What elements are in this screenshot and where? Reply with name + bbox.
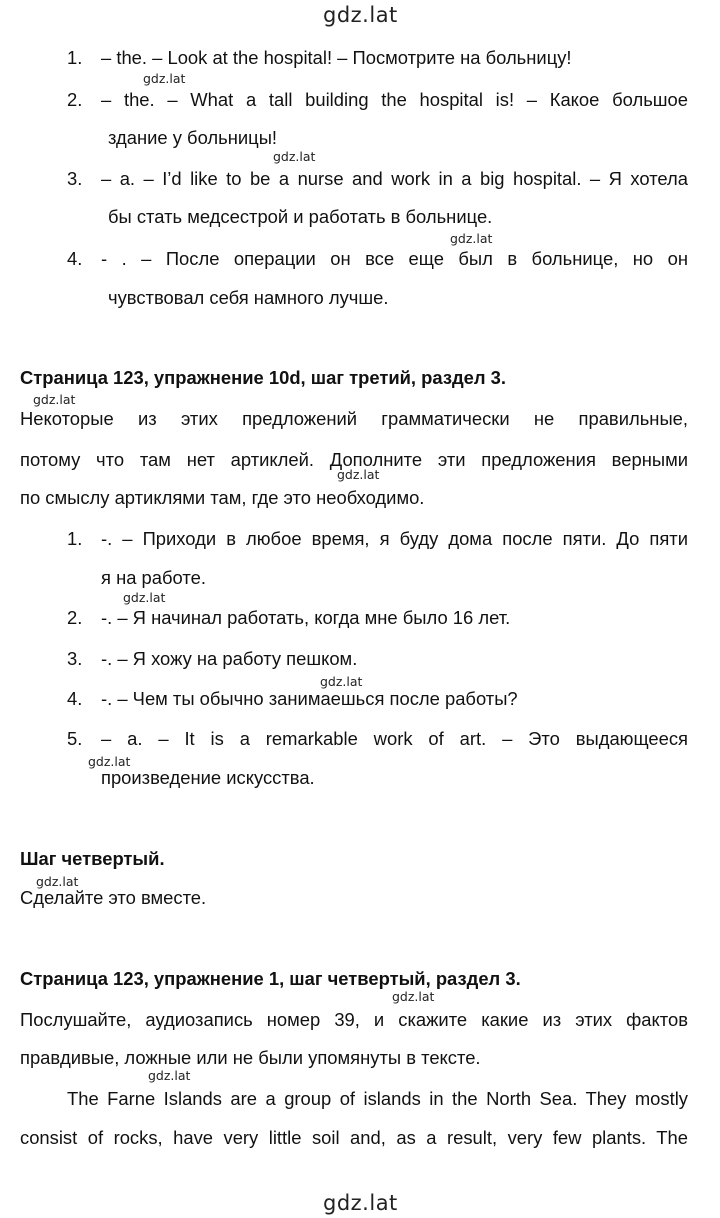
list-item-text: -. – Приходи в любое время, я буду дома после пяти. До пяти — [101, 528, 688, 549]
watermark: gdz.lat — [123, 590, 166, 605]
list-item-text: я на работе. — [101, 567, 206, 588]
section-heading: Страница 123, упражнение 1, шаг четвертый, раздел 3. — [20, 968, 521, 989]
list-item-text: – a. – I’d like to be a nurse and work in a big hospital. – Я хотела — [101, 168, 688, 189]
list-number: 4. — [67, 688, 83, 709]
list-number: 3. — [67, 168, 83, 189]
list-item-text: -. – Я начинал работать, когда мне было 16 лет. — [101, 607, 511, 628]
list-number: 2. — [67, 89, 83, 110]
intro-text: правдивые, ложные или не были упомянуты в тексте. — [20, 1047, 481, 1068]
list-item-text: – a. – It is a remarkable work of art. – Это выдающееся — [101, 728, 688, 749]
intro-text: потому что там нет артиклей. Дополните эти предложения верными — [20, 449, 688, 470]
list-number: 3. — [67, 648, 83, 669]
list-number: 1. — [67, 528, 83, 549]
watermark: gdz.lat — [148, 1068, 191, 1083]
list-item-text: – the. – Look at the hospital! – Посмотрите на больницу! — [101, 47, 572, 68]
section-heading: Страница 123, упражнение 10d, шаг третий, раздел 3. — [20, 367, 507, 388]
watermark-bottom: gdz.lat — [323, 1191, 398, 1215]
list-number: 4. — [67, 248, 83, 269]
intro-text: Некоторые из этих предложений грамматически не правильные, — [20, 408, 688, 429]
watermark: gdz.lat — [143, 71, 186, 86]
watermark: gdz.lat — [273, 149, 316, 164]
section-heading: Шаг четвертый. — [20, 848, 165, 869]
intro-text: Послушайте, аудиозапись номер 39, и скажите какие из этих фактов — [20, 1009, 688, 1030]
list-item-text: – the. – What a tall building the hospital is! – Какое большое — [101, 89, 688, 110]
list-item-text: - . – После операции он все еще был в больнице, но он — [101, 248, 688, 269]
watermark: gdz.lat — [88, 754, 131, 769]
list-item-text: здание у больницы! — [108, 127, 278, 148]
watermark: gdz.lat — [337, 467, 380, 482]
list-number: 2. — [67, 607, 83, 628]
list-item-text: бы стать медсестрой и работать в больнице. — [108, 206, 493, 227]
list-item-text: -. – Я хожу на работу пешком. — [101, 648, 358, 669]
paragraph-text: The Farne Islands are a group of islands in the North Sea. They mostly — [67, 1088, 688, 1109]
body-text: Сделайте это вместе. — [20, 887, 207, 908]
list-number: 1. — [67, 47, 83, 68]
watermark: gdz.lat — [36, 874, 79, 889]
watermark-top: gdz.lat — [323, 3, 398, 27]
intro-text: по смыслу артиклями там, где это необходимо. — [20, 487, 425, 508]
list-item-text: произведение искусства. — [101, 767, 315, 788]
list-item-text: -. – Чем ты обычно занимаешься после работы? — [101, 688, 518, 709]
list-number: 5. — [67, 728, 83, 749]
watermark: gdz.lat — [450, 231, 493, 246]
watermark: gdz.lat — [392, 989, 435, 1004]
paragraph-text: consist of rocks, have very little soil and, as a result, very few plants. The — [20, 1127, 688, 1148]
watermark: gdz.lat — [33, 392, 76, 407]
list-item-text: чувствовал себя намного лучше. — [108, 287, 389, 308]
watermark: gdz.lat — [320, 674, 363, 689]
